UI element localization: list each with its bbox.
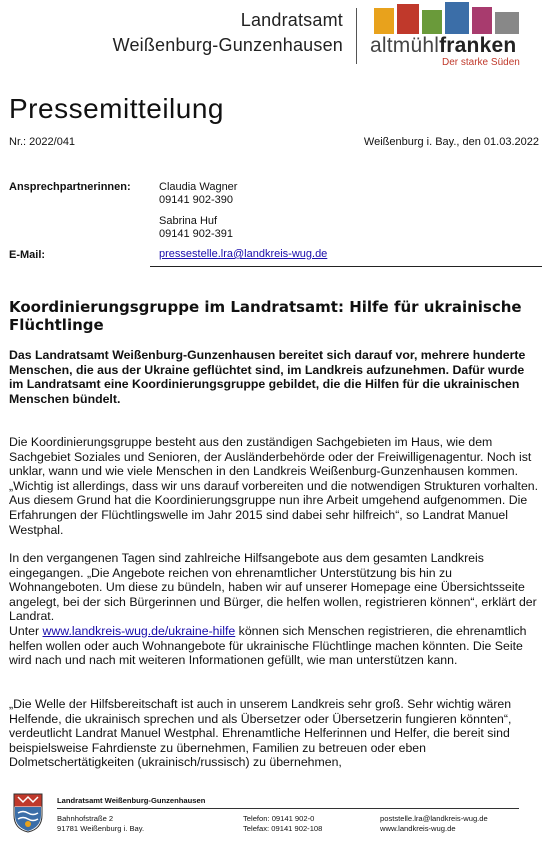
brand-logo-wordmark <box>370 34 516 58</box>
brand-part1: altmühl <box>370 34 440 57</box>
footer-address <box>57 814 144 834</box>
org-name-line1: Landratsamt <box>240 10 343 30</box>
footer-city: 91781 Weißenburg i. Bay. <box>57 824 145 833</box>
footer-fax: Telefax: 09141 902-108 <box>243 824 323 833</box>
letterhead <box>0 0 551 75</box>
footer-divider <box>57 808 519 809</box>
ukraine-help-link[interactable]: www.landkreis-wug.de/ukraine-hilfe <box>42 624 236 638</box>
doc-number: Nr.: 2022/041 <box>9 136 76 148</box>
contact-person-1 <box>159 181 237 207</box>
p3-prefix: Unter <box>9 624 43 638</box>
footer-online-block <box>380 814 488 834</box>
brand-tagline: Der starke Süden <box>442 57 520 68</box>
doc-meta <box>9 136 539 148</box>
org-name-line2: Weißenburg-Gunzenhausen <box>112 35 343 55</box>
contact-person-2 <box>159 215 233 241</box>
article-paragraph-1: Die Koordinierungsgruppe besteht aus den zuständigen Sachgebieten im Haus, wie dem Sachgebiet Soziales und Senioren, der Ausländerbehörde oder der Freiwilligenagentur. Noch ist unklar, wann und wie viele Menschen in den Landkreis Weißenburg-Gunzenhausen kommen. „Wichtig ist allerdings, dass wir uns darauf vorbereiten und die notwendigen Strukturen vorhalten. Aus diesem Grund hat die Koordinierungsgruppe nun ihre Arbeit umgehend aufgenommen. Die Erfahrungen der Flüchtlingswelle im Jahr 2015 sind dabei sehr hilfreich“, so Landrat Manuel Westphal. <box>9 435 539 537</box>
page-title: Pressemitteilung <box>9 93 224 124</box>
article-paragraph-4: „Die Welle der Hilfsbereitschaft ist auch in unserem Landkreis sehr groß. Sehr wichtig wären Helfende, die ukrainisch sprechen und als Übersetzer oder Übersetzerin fungieren könnten“, verdeutlicht Landrat Manuel Westphal. Ehrenamtliche Helferinnen und Helfer, die bereit sind beispielsweise Fahrdienste zu übernehmen, Familien zu betreuen oder eben Dolmetschertätigkeiten (ukrainisch/russisch) zu übernehmen, <box>9 697 512 770</box>
coat-of-arms-icon <box>13 793 43 833</box>
email-link[interactable]: pressestelle.lra@landkreis-wug.de <box>159 248 328 260</box>
footer-phone: Telefon: 09141 902-0 <box>243 814 315 823</box>
contact-divider <box>150 266 542 267</box>
doc-place-date: Weißenburg i. Bay., den 01.03.2022 <box>363 136 539 148</box>
header-divider <box>356 8 357 64</box>
contact-person-1-name: Claudia Wagner <box>159 181 238 193</box>
p3-suffix: können sich Menschen registrieren, die ehrenamtlich helfen wollen oder auch Wohnangebote für ukrainische Flüchtlinge machen könnten. Die Seite wird nach und nach mit weiteren Informationen gefüllt, wie man unterstützen kann. <box>9 624 527 668</box>
footer <box>0 783 551 854</box>
contact-person-1-phone: 09141 902-390 <box>159 194 234 206</box>
article-paragraph-3 <box>9 624 544 668</box>
email-label: E-Mail: <box>9 249 46 261</box>
contact-person-2-name: Sabrina Huf <box>159 215 218 227</box>
contact-person-2-phone: 09141 902-391 <box>159 228 234 240</box>
footer-phone-block <box>243 814 322 834</box>
footer-street: Bahnhofstraße 2 <box>57 814 114 823</box>
article-paragraph-2: In den vergangenen Tagen sind zahlreiche Hilfsangebote aus dem gesamten Landkreis eingegangen. „Die Angebote reichen von ehrenamtlicher Unterstützung bis hin zu Wohnangeboten. Um diese zu bündeln, haben wir auf unserer Homepage eine Übersichtsseite angelegt, bei der sich Bürgerinnen und Bürger, die helfen wollen, registrieren können“, erklärt der Landrat. <box>9 551 537 624</box>
footer-org-name: Landratsamt Weißenburg-Gunzenhausen <box>57 796 206 805</box>
footer-web[interactable]: www.landkreis-wug.de <box>380 824 456 833</box>
article-headline: Koordinierungsgruppe im Landratsamt: Hilfe für ukrainische Flüchtlinge <box>9 298 522 334</box>
brand-logo-squares-icon <box>372 2 522 36</box>
brand-part2: franken <box>439 34 517 57</box>
footer-email[interactable]: poststelle.lra@landkreis-wug.de <box>380 814 488 823</box>
article-lead: Das Landratsamt Weißenburg-Gunzenhausen bereitet sich darauf vor, mehrere hunderte Menschen, die aus der Ukraine geflüchtet sind, im Landkreis aufzunehmen. Dafür wurde im Landratsamt eine Koordinierungsgruppe gebildet, die die Hilfen für die ukrainischen Menschen bündelt. <box>9 348 526 406</box>
contacts-label: Ansprechpartnerinnen: <box>9 181 131 193</box>
